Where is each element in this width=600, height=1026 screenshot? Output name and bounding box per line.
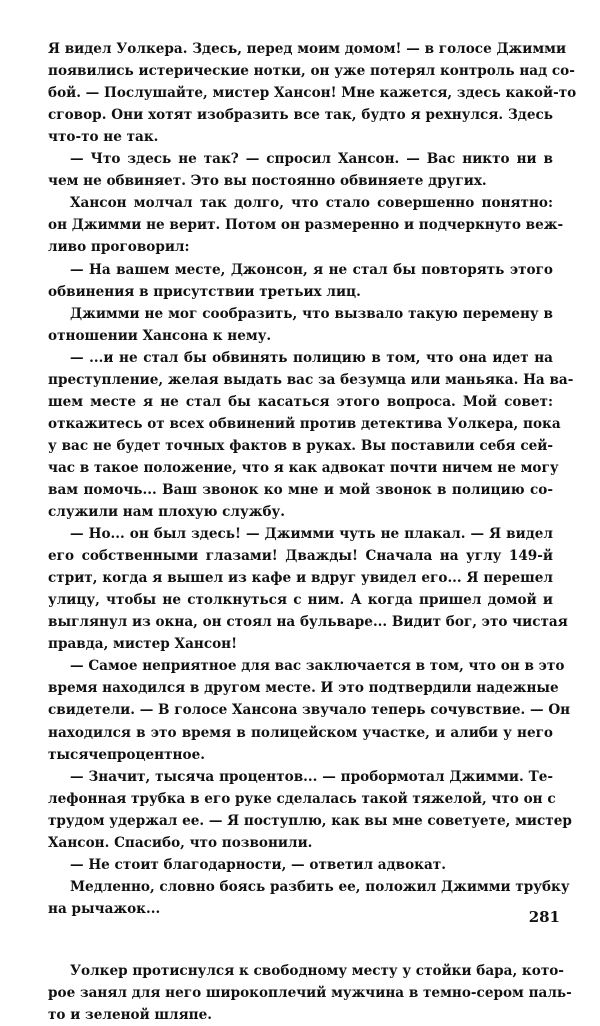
text-line: тысячепроцентное. <box>48 747 205 763</box>
text-line: — На вашем месте, Джонсон, я не стал бы повторять этого <box>70 262 553 278</box>
text-line: появились истерические нотки, он уже потерял контроль над со- <box>48 63 575 79</box>
text-line: рое занял для него широкоплечий мужчина в темно-сером паль- <box>48 985 572 1001</box>
text-line: сговор. Они хотят изобразить все так, будто я рехнулся. Здесь <box>48 107 553 123</box>
text-line: Медленно, словно боясь разбить ее, положил Джимми трубку <box>70 879 570 895</box>
text-line: Хансон молчал так долго, что стало совершенно понятно: <box>70 195 553 211</box>
text-line: выглянул из окна, он стоял на бульваре... Видит бог, это чистая <box>48 614 568 630</box>
text-line: вам помочь... Ваш звонок ко мне и мой звонок в полицию со- <box>48 482 553 498</box>
text-line: лефонная трубка в его руке сделалась такой тяжелой, что он с <box>48 791 556 807</box>
text-line: — Что здесь не так? — спросил Хансон. — Вас никто ни в <box>70 151 553 167</box>
text-line: шем месте я не стал бы касаться этого вопроса. Мой совет: <box>48 394 553 410</box>
text-line: на рычажок... <box>48 901 161 917</box>
text-line: — Не стоит благодарности, — ответил адвокат. <box>70 857 446 873</box>
text-line: находился в это время в полицейском участке, и алиби у него <box>48 725 553 741</box>
text-line: улицу, чтобы не столкнуться с ним. А когда пришел домой и <box>48 592 553 608</box>
text-line: стрит, когда я вышел из кафе и вдруг увидел его... Я перешел <box>48 570 553 586</box>
text-line: — Но... он был здесь! — Джимми чуть не плакал. — Я видел <box>70 526 553 542</box>
text-line: то и зеленой шляпе. <box>48 1007 212 1023</box>
text-line: — Самое неприятное для вас заключается в том, что он в это <box>70 658 565 674</box>
text-line: откажитесь от всех обвинений против детектива Уолкера, пока <box>48 416 561 432</box>
text-line: час в такое положение, что я как адвокат почти ничем не могу <box>48 460 559 476</box>
text-line: — Значит, тысяча процентов... — пробормотал Джимми. Те- <box>70 769 553 785</box>
text-line: что-то не так. <box>48 129 159 145</box>
text-line: свидетели. — В голосе Хансона звучало теперь сочувствие. — Он <box>48 702 571 718</box>
text-line: чем не обвиняет. Это вы постоянно обвиняете других. <box>48 173 487 189</box>
text-line: Уолкер протиснулся к свободному месту у стойки бара, кото- <box>70 963 564 979</box>
text-line: его собственными глазами! Дважды! Сначала на углу 149-й <box>48 548 553 564</box>
text-line: правда, мистер Хансон! <box>48 636 238 652</box>
text-line: Хансон. Спасибо, что позвонили. <box>48 835 313 851</box>
text-line: преступление, желая выдать вас за безумца или маньяка. На ва- <box>48 372 574 388</box>
text-line: он Джимми не верит. Потом он размеренно и подчеркнуто веж- <box>48 217 564 233</box>
text-line: время находился в другом месте. И это подтвердили надежные <box>48 680 559 696</box>
text-line: — ...и не стал бы обвинять полицию в том, что она идет на <box>70 350 553 366</box>
text-line: отношении Хансона к нему. <box>48 328 272 344</box>
text-line: обвинения в присутствии третьих лиц. <box>48 284 361 300</box>
text-line: у вас не будет точных фактов в руках. Вы поставили себя сей- <box>48 438 553 454</box>
text-line: Джимми не мог сообразить, что вызвало такую перемену в <box>70 306 553 322</box>
text-line: Я видел Уолкера. Здесь, перед моим домом! — в голосе Джимми <box>48 41 567 57</box>
text-line: бой. — Послушайте, мистер Хансон! Мне кажется, здесь какой-то <box>48 85 577 101</box>
text-line: трудом удержал ее. — Я поступлю, как вы мне советуете, мистер <box>48 813 572 829</box>
text-line: ливо проговорил: <box>48 239 190 255</box>
page-number: 281 <box>528 908 560 926</box>
text-line: служили нам плохую службу. <box>48 504 285 520</box>
